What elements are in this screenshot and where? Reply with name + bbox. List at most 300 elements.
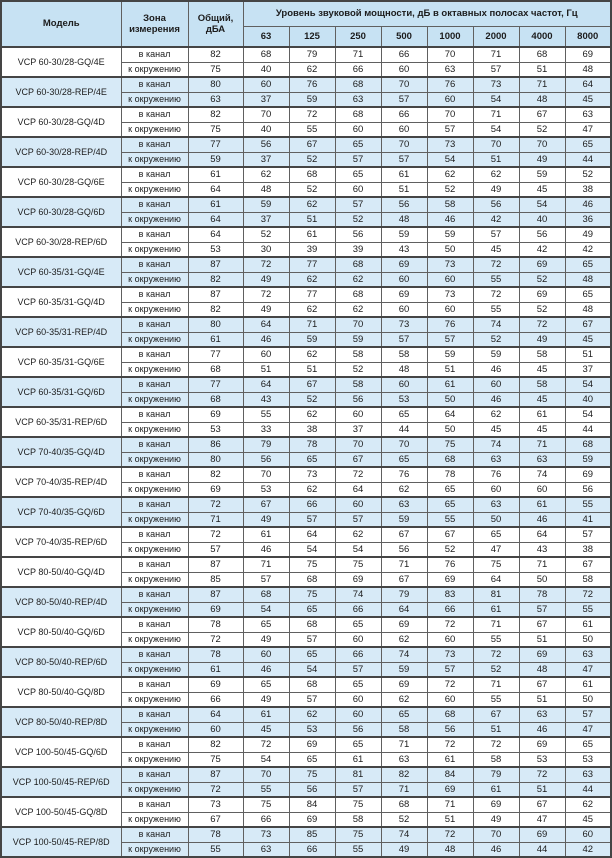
spl-level-cell: 52 xyxy=(335,212,381,227)
spl-level-cell: 71 xyxy=(519,77,565,92)
header-zone: Зона измерения xyxy=(121,1,188,47)
zone-cell-duct: в канал xyxy=(121,587,188,602)
spl-level-cell: 69 xyxy=(335,572,381,587)
model-cell: VCP 60-30/28-REP/6D xyxy=(1,227,121,257)
model-cell: VCP 70-40/35-GQ/4D xyxy=(1,437,121,467)
spl-level-cell: 68 xyxy=(565,437,611,452)
spl-level-cell: 58 xyxy=(335,812,381,827)
spl-level-cell: 50 xyxy=(519,572,565,587)
spl-level-cell: 59 xyxy=(289,92,335,107)
spl-level-cell: 65 xyxy=(381,707,427,722)
spl-level-cell: 45 xyxy=(519,362,565,377)
spl-level-cell: 56 xyxy=(381,542,427,557)
model-cell: VCP 60-30/28-GQ/6E xyxy=(1,167,121,197)
table-row-duct xyxy=(1,167,611,182)
spl-level-cell: 48 xyxy=(243,182,289,197)
header-model: Модель xyxy=(1,1,121,47)
spl-level-cell: 55 xyxy=(473,692,519,707)
spl-level-cell: 77 xyxy=(289,287,335,302)
total-dba-cell: 80 xyxy=(188,452,243,467)
spl-level-cell: 76 xyxy=(473,467,519,482)
spl-level-cell: 46 xyxy=(473,392,519,407)
header-total-dba: Общий, дБА xyxy=(188,1,243,47)
spl-level-cell: 60 xyxy=(335,122,381,137)
spl-level-cell: 55 xyxy=(289,122,335,137)
spl-level-cell: 46 xyxy=(473,842,519,857)
spl-level-cell: 71 xyxy=(381,557,427,572)
spl-level-cell: 55 xyxy=(473,632,519,647)
spl-level-cell: 62 xyxy=(335,272,381,287)
model-cell: VCP 100-50/45-REP/8D xyxy=(1,827,121,857)
spl-level-cell: 60 xyxy=(243,77,289,92)
zone-cell-ambient: к окружению xyxy=(121,542,188,557)
zone-cell-duct: в канал xyxy=(121,197,188,212)
spl-level-cell: 65 xyxy=(381,407,427,422)
spl-level-cell: 46 xyxy=(473,362,519,377)
spl-level-cell: 46 xyxy=(427,212,473,227)
spl-level-cell: 50 xyxy=(427,392,473,407)
spl-level-cell: 46 xyxy=(243,332,289,347)
total-dba-cell: 78 xyxy=(188,617,243,632)
spl-level-cell: 70 xyxy=(427,107,473,122)
spl-level-cell: 65 xyxy=(565,287,611,302)
zone-cell-duct: в канал xyxy=(121,647,188,662)
spl-level-cell: 46 xyxy=(565,197,611,212)
spl-level-cell: 75 xyxy=(289,587,335,602)
spl-level-cell: 65 xyxy=(335,137,381,152)
spl-level-cell: 57 xyxy=(335,152,381,167)
model-cell: VCP 100-50/45-GQ/8D xyxy=(1,797,121,827)
spl-level-cell: 65 xyxy=(565,137,611,152)
spl-level-cell: 56 xyxy=(289,782,335,797)
spl-level-cell: 48 xyxy=(427,842,473,857)
zone-cell-duct: в канал xyxy=(121,497,188,512)
spl-level-cell: 76 xyxy=(427,557,473,572)
total-dba-cell: 87 xyxy=(188,557,243,572)
table-row-duct xyxy=(1,677,611,692)
total-dba-cell: 64 xyxy=(188,227,243,242)
zone-cell-ambient: к окружению xyxy=(121,212,188,227)
spl-level-cell: 60 xyxy=(381,62,427,77)
spl-level-cell: 56 xyxy=(243,452,289,467)
spl-level-cell: 65 xyxy=(335,737,381,752)
spl-level-cell: 69 xyxy=(519,257,565,272)
zone-cell-duct: в канал xyxy=(121,827,188,842)
spl-level-cell: 48 xyxy=(381,212,427,227)
spl-level-cell: 72 xyxy=(565,587,611,602)
spl-level-cell: 54 xyxy=(427,152,473,167)
model-cell: VCP 80-50/40-GQ/4D xyxy=(1,557,121,587)
spl-level-cell: 72 xyxy=(473,257,519,272)
table-row-duct xyxy=(1,497,611,512)
spl-level-cell: 69 xyxy=(427,782,473,797)
spl-level-cell: 53 xyxy=(519,752,565,767)
header-row-top xyxy=(1,1,611,26)
table-row-duct xyxy=(1,647,611,662)
spl-level-cell: 37 xyxy=(243,92,289,107)
spl-level-cell: 76 xyxy=(381,467,427,482)
spl-level-cell: 56 xyxy=(519,227,565,242)
spl-level-cell: 58 xyxy=(473,752,519,767)
spl-level-cell: 45 xyxy=(519,182,565,197)
spl-level-cell: 55 xyxy=(427,512,473,527)
total-dba-cell: 77 xyxy=(188,137,243,152)
table-row-duct xyxy=(1,257,611,272)
spl-level-cell: 62 xyxy=(243,167,289,182)
spl-level-cell: 73 xyxy=(381,317,427,332)
spl-level-cell: 51 xyxy=(427,362,473,377)
total-dba-cell: 69 xyxy=(188,482,243,497)
spl-level-cell: 59 xyxy=(381,227,427,242)
spl-level-cell: 78 xyxy=(427,467,473,482)
spl-level-cell: 70 xyxy=(427,47,473,62)
spl-level-cell: 62 xyxy=(427,167,473,182)
model-cell: VCP 60-35/31-GQ/4E xyxy=(1,257,121,287)
spl-level-cell: 44 xyxy=(381,422,427,437)
spl-level-cell: 48 xyxy=(565,272,611,287)
spl-level-cell: 62 xyxy=(289,197,335,212)
spl-level-cell: 52 xyxy=(473,662,519,677)
spl-level-cell: 60 xyxy=(381,377,427,392)
spl-level-cell: 42 xyxy=(565,242,611,257)
spl-level-cell: 68 xyxy=(519,47,565,62)
spl-level-cell: 45 xyxy=(565,812,611,827)
model-cell: VCP 60-35/31-GQ/6D xyxy=(1,377,121,407)
spl-level-cell: 72 xyxy=(473,737,519,752)
spl-level-cell: 61 xyxy=(565,677,611,692)
spl-level-cell: 65 xyxy=(473,527,519,542)
spl-level-cell: 60 xyxy=(335,632,381,647)
spl-level-cell: 53 xyxy=(289,722,335,737)
spl-level-cell: 60 xyxy=(335,182,381,197)
spl-level-cell: 70 xyxy=(519,137,565,152)
spl-level-cell: 71 xyxy=(289,317,335,332)
zone-cell-duct: в канал xyxy=(121,137,188,152)
spl-level-cell: 62 xyxy=(289,482,335,497)
model-cell: VCP 80-50/40-GQ/8D xyxy=(1,677,121,707)
spl-level-cell: 54 xyxy=(289,542,335,557)
spl-level-cell: 56 xyxy=(335,227,381,242)
spl-level-cell: 73 xyxy=(473,77,519,92)
spl-level-cell: 75 xyxy=(289,767,335,782)
header-frequency: 125 xyxy=(289,26,335,47)
spl-level-cell: 67 xyxy=(289,377,335,392)
spl-level-cell: 68 xyxy=(289,572,335,587)
spl-level-cell: 69 xyxy=(427,572,473,587)
table-row-duct xyxy=(1,347,611,362)
zone-cell-duct: в канал xyxy=(121,677,188,692)
spl-level-cell: 60 xyxy=(335,707,381,722)
total-dba-cell: 87 xyxy=(188,287,243,302)
spl-level-cell: 55 xyxy=(473,272,519,287)
spl-level-cell: 57 xyxy=(335,662,381,677)
spl-level-cell: 62 xyxy=(289,302,335,317)
spl-level-cell: 64 xyxy=(519,527,565,542)
spl-level-cell: 58 xyxy=(381,722,427,737)
spl-level-cell: 61 xyxy=(335,752,381,767)
spl-level-cell: 72 xyxy=(243,737,289,752)
spl-level-cell: 57 xyxy=(381,332,427,347)
spl-level-cell: 55 xyxy=(243,782,289,797)
model-cell: VCP 60-35/31-GQ/4D xyxy=(1,287,121,317)
spl-level-cell: 61 xyxy=(243,527,289,542)
spl-level-cell: 60 xyxy=(335,692,381,707)
total-dba-cell: 72 xyxy=(188,497,243,512)
header-spl-group: Уровень звуковой мощности, дБ в октавных полосах частот, Гц xyxy=(243,1,611,26)
spl-level-cell: 68 xyxy=(243,587,289,602)
zone-cell-duct: в канал xyxy=(121,347,188,362)
spl-level-cell: 63 xyxy=(565,647,611,662)
spl-level-cell: 44 xyxy=(565,152,611,167)
spl-level-cell: 69 xyxy=(381,287,427,302)
spl-level-cell: 75 xyxy=(335,557,381,572)
spl-level-cell: 60 xyxy=(335,497,381,512)
spl-level-cell: 54 xyxy=(519,197,565,212)
spl-level-cell: 67 xyxy=(519,617,565,632)
spl-level-cell: 49 xyxy=(519,152,565,167)
spl-level-cell: 54 xyxy=(473,92,519,107)
spl-level-cell: 45 xyxy=(565,332,611,347)
spl-level-cell: 44 xyxy=(565,782,611,797)
zone-cell-ambient: к окружению xyxy=(121,62,188,77)
spl-level-cell: 60 xyxy=(427,92,473,107)
spl-level-cell: 57 xyxy=(519,602,565,617)
total-dba-cell: 68 xyxy=(188,362,243,377)
total-dba-cell: 61 xyxy=(188,332,243,347)
spl-level-cell: 63 xyxy=(519,707,565,722)
spl-level-cell: 56 xyxy=(381,197,427,212)
spl-level-cell: 59 xyxy=(381,512,427,527)
spl-level-cell: 61 xyxy=(519,497,565,512)
zone-cell-duct: в канал xyxy=(121,227,188,242)
spl-level-cell: 51 xyxy=(289,362,335,377)
spl-level-cell: 69 xyxy=(381,257,427,272)
spl-level-cell: 60 xyxy=(381,272,427,287)
spl-level-cell: 70 xyxy=(335,437,381,452)
spl-level-cell: 47 xyxy=(565,722,611,737)
total-dba-cell: 69 xyxy=(188,677,243,692)
spl-level-cell: 72 xyxy=(473,287,519,302)
spl-level-cell: 62 xyxy=(289,62,335,77)
total-dba-cell: 82 xyxy=(188,47,243,62)
spl-level-cell: 62 xyxy=(289,347,335,362)
spl-level-cell: 67 xyxy=(519,677,565,692)
spl-level-cell: 68 xyxy=(335,77,381,92)
spl-level-cell: 58 xyxy=(335,377,381,392)
spl-level-cell: 70 xyxy=(381,437,427,452)
spl-level-cell: 39 xyxy=(289,242,335,257)
total-dba-cell: 75 xyxy=(188,62,243,77)
total-dba-cell: 57 xyxy=(188,542,243,557)
spl-level-cell: 70 xyxy=(473,827,519,842)
spl-level-cell: 72 xyxy=(427,677,473,692)
spl-level-cell: 69 xyxy=(289,737,335,752)
spl-level-cell: 49 xyxy=(381,842,427,857)
spl-level-cell: 57 xyxy=(243,572,289,587)
spl-level-cell: 49 xyxy=(473,812,519,827)
spl-level-cell: 78 xyxy=(289,437,335,452)
spl-level-cell: 72 xyxy=(473,647,519,662)
spl-level-cell: 42 xyxy=(473,212,519,227)
spl-level-cell: 62 xyxy=(289,272,335,287)
zone-cell-ambient: к окружению xyxy=(121,422,188,437)
table-row-duct xyxy=(1,407,611,422)
spl-level-cell: 52 xyxy=(427,542,473,557)
spl-level-cell: 57 xyxy=(473,227,519,242)
spl-level-cell: 65 xyxy=(243,677,289,692)
spl-level-cell: 54 xyxy=(335,542,381,557)
zone-cell-ambient: к окружению xyxy=(121,602,188,617)
spl-level-cell: 59 xyxy=(427,227,473,242)
spl-level-cell: 56 xyxy=(427,722,473,737)
spl-level-cell: 54 xyxy=(565,377,611,392)
spl-level-cell: 72 xyxy=(243,287,289,302)
table-row-duct xyxy=(1,617,611,632)
spl-level-cell: 70 xyxy=(335,317,381,332)
total-dba-cell: 77 xyxy=(188,377,243,392)
total-dba-cell: 87 xyxy=(188,257,243,272)
header-frequency: 8000 xyxy=(565,26,611,47)
spl-level-cell: 49 xyxy=(243,692,289,707)
spl-level-cell: 78 xyxy=(519,587,565,602)
spl-level-cell: 40 xyxy=(243,62,289,77)
zone-cell-duct: в канал xyxy=(121,797,188,812)
header-frequency: 500 xyxy=(381,26,427,47)
header-frequency: 1000 xyxy=(427,26,473,47)
spl-level-cell: 64 xyxy=(427,407,473,422)
model-cell: VCP 80-50/40-GQ/6D xyxy=(1,617,121,647)
spl-level-cell: 48 xyxy=(381,362,427,377)
spl-level-cell: 67 xyxy=(519,107,565,122)
total-dba-cell: 64 xyxy=(188,707,243,722)
spl-level-cell: 55 xyxy=(335,842,381,857)
spl-level-cell: 52 xyxy=(381,812,427,827)
spl-level-cell: 71 xyxy=(381,782,427,797)
spl-level-cell: 56 xyxy=(473,197,519,212)
spl-level-cell: 64 xyxy=(289,527,335,542)
model-cell: VCP 60-35/31-REP/6D xyxy=(1,407,121,437)
zone-cell-duct: в канал xyxy=(121,407,188,422)
zone-cell-ambient: к окружению xyxy=(121,722,188,737)
spl-level-cell: 58 xyxy=(427,197,473,212)
table-body xyxy=(1,47,611,857)
spl-level-cell: 63 xyxy=(335,92,381,107)
spl-level-cell: 85 xyxy=(289,827,335,842)
header-frequency: 250 xyxy=(335,26,381,47)
zone-cell-duct: в канал xyxy=(121,527,188,542)
spl-level-cell: 75 xyxy=(335,797,381,812)
spl-level-cell: 60 xyxy=(243,347,289,362)
zone-cell-duct: в канал xyxy=(121,257,188,272)
model-cell: VCP 70-40/35-GQ/6D xyxy=(1,497,121,527)
spl-level-cell: 46 xyxy=(519,512,565,527)
spl-level-cell: 57 xyxy=(427,662,473,677)
spl-level-cell: 37 xyxy=(243,212,289,227)
spl-level-cell: 41 xyxy=(565,512,611,527)
zone-cell-ambient: к окружению xyxy=(121,392,188,407)
table-row-duct xyxy=(1,797,611,812)
total-dba-cell: 53 xyxy=(188,242,243,257)
spl-level-cell: 55 xyxy=(243,407,289,422)
spl-level-cell: 59 xyxy=(381,662,427,677)
model-cell: VCP 70-40/35-REP/6D xyxy=(1,527,121,557)
zone-cell-ambient: к окружению xyxy=(121,842,188,857)
spl-level-cell: 71 xyxy=(335,47,381,62)
spl-level-cell: 65 xyxy=(289,752,335,767)
spl-level-cell: 59 xyxy=(427,347,473,362)
spl-level-cell: 64 xyxy=(243,317,289,332)
spl-level-cell: 74 xyxy=(519,467,565,482)
total-dba-cell: 71 xyxy=(188,512,243,527)
spl-level-cell: 45 xyxy=(565,92,611,107)
spl-level-cell: 67 xyxy=(335,452,381,467)
spl-level-cell: 51 xyxy=(289,212,335,227)
spl-level-cell: 62 xyxy=(381,632,427,647)
spl-level-cell: 72 xyxy=(519,317,565,332)
total-dba-cell: 75 xyxy=(188,122,243,137)
total-dba-cell: 77 xyxy=(188,347,243,362)
spl-level-cell: 46 xyxy=(243,542,289,557)
spl-level-cell: 65 xyxy=(335,617,381,632)
spl-level-cell: 47 xyxy=(473,542,519,557)
spl-level-cell: 74 xyxy=(473,437,519,452)
spl-level-cell: 66 xyxy=(243,812,289,827)
spl-level-cell: 60 xyxy=(427,302,473,317)
table-row-duct xyxy=(1,587,611,602)
spl-level-cell: 68 xyxy=(289,617,335,632)
spl-level-cell: 67 xyxy=(381,572,427,587)
zone-cell-ambient: к окружению xyxy=(121,332,188,347)
table-row-duct xyxy=(1,767,611,782)
spl-level-cell: 60 xyxy=(427,692,473,707)
spl-level-cell: 74 xyxy=(473,317,519,332)
spl-level-cell: 60 xyxy=(381,122,427,137)
zone-cell-ambient: к окружению xyxy=(121,242,188,257)
table-row-duct xyxy=(1,527,611,542)
spl-level-cell: 69 xyxy=(565,47,611,62)
spl-level-cell: 68 xyxy=(335,107,381,122)
spl-level-cell: 39 xyxy=(335,242,381,257)
model-cell: VCP 80-50/40-REP/4D xyxy=(1,587,121,617)
spl-level-cell: 54 xyxy=(243,752,289,767)
spl-level-cell: 68 xyxy=(381,797,427,812)
spl-level-cell: 65 xyxy=(289,452,335,467)
spl-level-cell: 75 xyxy=(335,827,381,842)
spl-level-cell: 75 xyxy=(243,797,289,812)
total-dba-cell: 55 xyxy=(188,842,243,857)
spl-level-cell: 50 xyxy=(427,422,473,437)
spl-level-cell: 37 xyxy=(335,422,381,437)
spl-level-cell: 66 xyxy=(335,647,381,662)
spl-level-cell: 36 xyxy=(565,212,611,227)
spl-level-cell: 63 xyxy=(381,497,427,512)
zone-cell-duct: в канал xyxy=(121,557,188,572)
total-dba-cell: 59 xyxy=(188,152,243,167)
total-dba-cell: 80 xyxy=(188,317,243,332)
zone-cell-ambient: к окружению xyxy=(121,152,188,167)
spl-level-cell: 57 xyxy=(335,197,381,212)
spl-level-cell: 75 xyxy=(473,557,519,572)
total-dba-cell: 82 xyxy=(188,737,243,752)
total-dba-cell: 67 xyxy=(188,812,243,827)
table-row-duct xyxy=(1,557,611,572)
spl-level-cell: 56 xyxy=(335,722,381,737)
model-cell: VCP 60-30/28-GQ/4D xyxy=(1,107,121,137)
spl-level-cell: 48 xyxy=(565,62,611,77)
zone-cell-duct: в канал xyxy=(121,707,188,722)
spl-level-cell: 69 xyxy=(381,677,427,692)
zone-cell-ambient: к окружению xyxy=(121,92,188,107)
